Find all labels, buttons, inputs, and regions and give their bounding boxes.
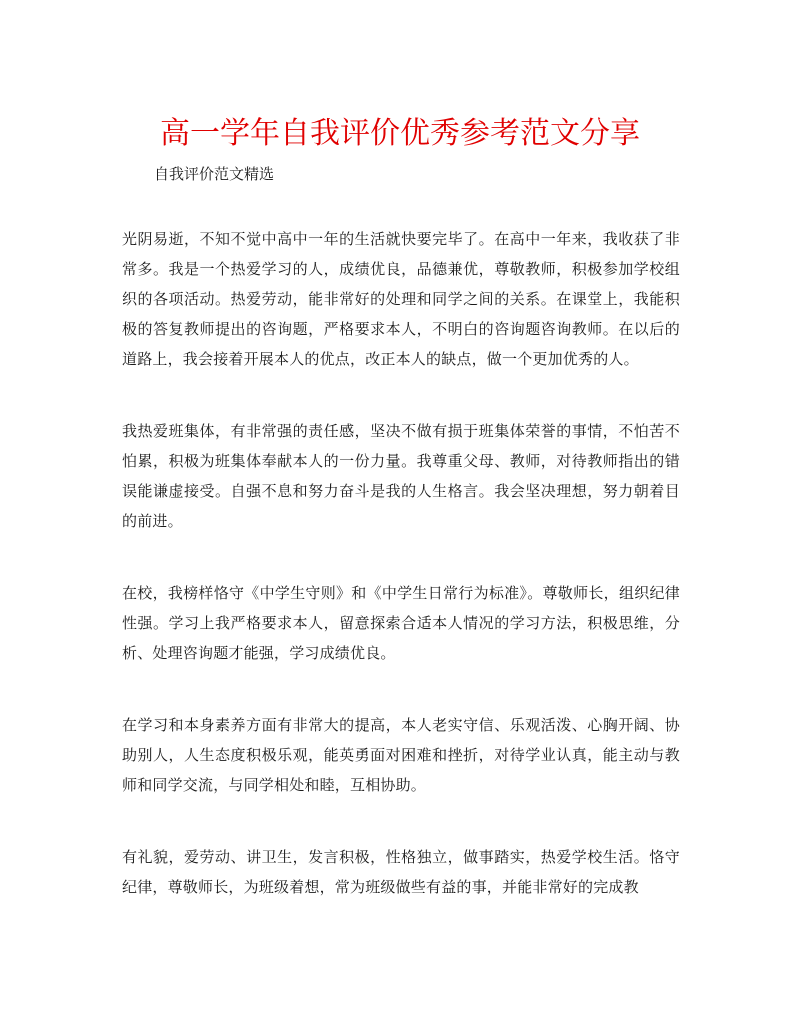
paragraph-2: 我热爱班集体，有非常强的责任感，坚决不做有损于班集体荣誉的事情，不怕苦不怕累，积极为班集体奉献本人的一份力量。我尊重父母、教师，对待教师指出的错误能谦虚接受。自强不息和努力奋斗是我的人生格言。我会坚决理想，努力朝着目的前进。 xyxy=(122,422,680,530)
document-title: 高一学年自我评价优秀参考范文分享 xyxy=(160,116,640,151)
paragraph-4: 在学习和本身素养方面有非常大的提高，本人老实守信、乐观活泼、心胸开阔、协助别人，人生态度积极乐观，能英勇面对困难和挫折，对待学业认真，能主动与教师和同学交流，与同学相处和睦，互相协助。 xyxy=(122,716,680,794)
paragraph-3: 在校，我榜样恪守《中学生守则》和《中学生日常行为标准》。尊敬师长，组织纪律性强。学习上我严格要求本人，留意探索合适本人情况的学习方法，积极思维，分析、处理咨询题才能强，学习成绩优良。 xyxy=(122,584,680,662)
paragraph-5: 有礼貌，爱劳动、讲卫生，发言积极，性格独立，做事踏实，热爱学校生活。恪守纪律，尊敬师长，为班级着想，常为班级做些有益的事，并能非常好的完成教 xyxy=(122,848,680,896)
paragraph-1: 光阴易逝，不知不觉中高中一年的生活就快要完毕了。在高中一年来，我收获了非常多。我是一个热爱学习的人，成绩优良，品德兼优，尊敬教师，积极参加学校组织的各项活动。热爱劳动，能非常好的处理和同学之间的关系。在课堂上，我能积极的答复教师提出的咨询题，严格要求本人，不明白的咨询题咨询教师。在以后的道路上，我会接着开展本人的优点，改正本人的缺点，做一个更加优秀的人。 xyxy=(122,230,680,368)
document-subtitle: 自我评价范文精选 xyxy=(154,165,275,183)
document-body xyxy=(122,224,680,944)
